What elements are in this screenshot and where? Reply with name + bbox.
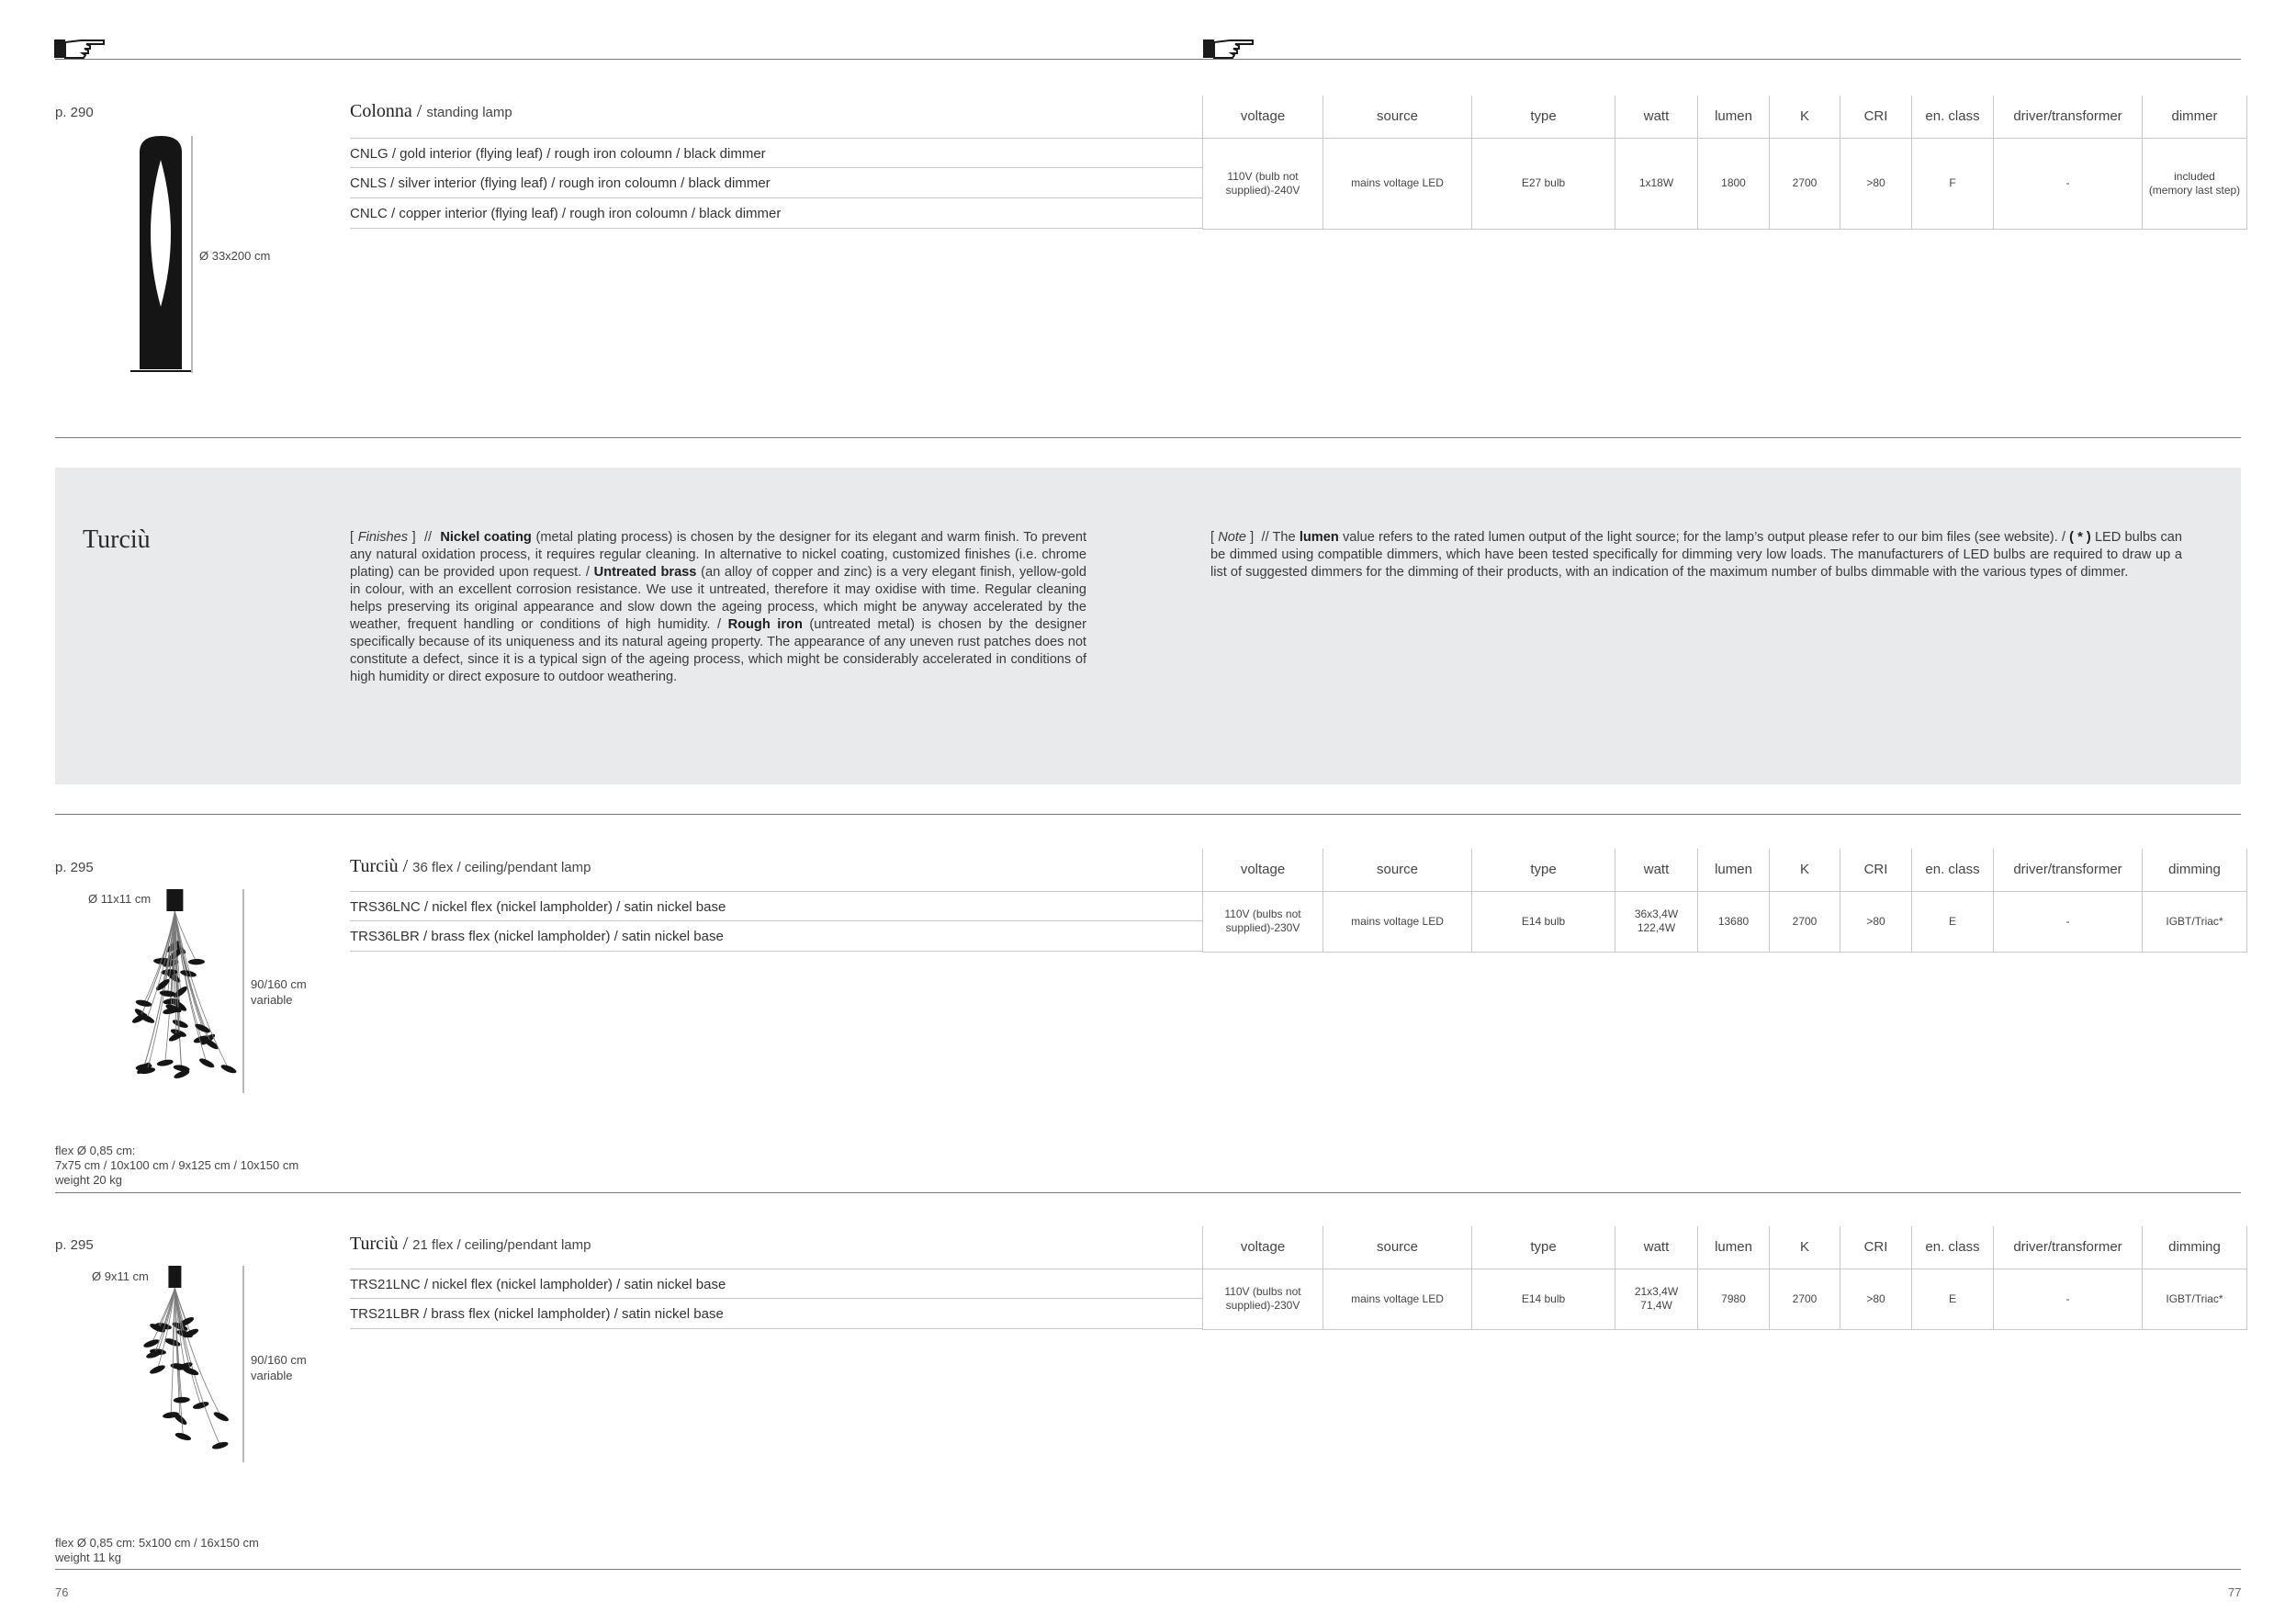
driver-cell: - <box>1994 138 2143 229</box>
table-header-row <box>1203 96 2247 138</box>
page-reference: p. 295 <box>55 860 94 875</box>
type-cell: E27 bulb <box>1472 138 1615 229</box>
voltage-cell: 110V (bulbs not supplied)-230V <box>1203 891 1323 952</box>
type-cell: E14 bulb <box>1472 891 1615 952</box>
footer-rule <box>55 1569 2241 1570</box>
column-header: type <box>1472 96 1615 138</box>
list-item: CNLC / copper interior (flying leaf) / rough iron coloumn / black dimmer <box>350 198 1202 229</box>
column-header: dimming <box>2143 849 2247 891</box>
product-title: Turciù / 36 flex / ceiling/pendant lamp <box>350 856 591 876</box>
bulb <box>211 1440 229 1450</box>
source-cell: mains voltage LED <box>1323 138 1472 229</box>
page-number-left: 76 <box>55 1585 69 1599</box>
voltage-cell: 110V (bulbs not supplied)-230V <box>1203 1269 1323 1329</box>
list-item: TRS21LBR / brass flex (nickel lampholder) / satin nickel base <box>350 1299 1202 1329</box>
column-header: watt <box>1615 849 1698 891</box>
product-name: Turciù <box>350 856 399 876</box>
dimension-label: 90/160 cm variable <box>251 1353 307 1382</box>
dimension-label: Ø 11x11 cm <box>88 892 152 906</box>
height-dimension-line <box>240 1266 247 1462</box>
variant-list <box>350 138 1202 229</box>
bulb <box>142 1338 160 1349</box>
kelvin-cell: 2700 <box>1770 891 1840 952</box>
column-header: lumen <box>1698 96 1770 138</box>
bulb <box>198 1056 216 1069</box>
column-header: dimming <box>2143 1226 2247 1269</box>
column-header: driver/transformer <box>1994 849 2143 891</box>
page-reference: p. 290 <box>55 105 94 120</box>
dimension-label: Ø 33x200 cm <box>199 249 271 263</box>
bulb <box>212 1410 230 1423</box>
watt-cell: 36x3,4W 122,4W <box>1615 891 1698 952</box>
bulb <box>173 985 189 999</box>
colonna-lamp-image <box>129 132 193 375</box>
kelvin-cell: 2700 <box>1770 1269 1840 1329</box>
flex-cable <box>171 1288 174 1415</box>
column-header: driver/transformer <box>1994 1226 2143 1269</box>
table-header-row <box>1203 849 2247 891</box>
finishes-paragraph: [ Finishes ] // Nickel coating (metal plating process) is chosen by the designer for its elegant and warm finish. To prevent any natural oxidation process, it requires regular cleaning. In alternative to nickel coating, customized finishes (i.e. chrome plating) can be provided upon request. / Untreated brass (an alloy of copper and zinc) is a very elegant finish, yellow-gold in colour, with an excellent corrosion resistance. We use it untreated, therefore it may oxidise with time. Regular cleaning helps preserving its original appearance and slow down the ageing process, which might be anyway accelerated by the weather, frequent handling or conditions of high humidity. / Rough iron (untreated metal) is chosen by the designer specifically because of its uniqueness and its natural ageing property. The appearance of any uneven rust patches does not constitute a defect, since it is a typical sign of the ageing process, which might be considerably accelerated in conditions of high humidity or direct exposure to outdoor weathering. <box>350 530 1087 684</box>
voltage-cell: 110V (bulb not supplied)-240V <box>1203 138 1323 229</box>
column-header: en. class <box>1912 96 1994 138</box>
variant-list <box>350 1269 1202 1329</box>
lamp-base <box>166 889 183 911</box>
column-header: source <box>1323 849 1472 891</box>
table-header-row <box>1203 1226 2247 1269</box>
flex-note: flex Ø 0,85 cm: 7x75 cm / 10x100 cm / 9x125 cm / 10x150 cm weight 20 kg <box>55 1144 299 1187</box>
variant-list <box>350 891 1202 952</box>
column-header: watt <box>1615 96 1698 138</box>
product-subtitle: 36 flex / ceiling/pendant lamp <box>412 860 591 875</box>
column-header: type <box>1472 849 1615 891</box>
bulb <box>219 1063 237 1075</box>
source-cell: mains voltage LED <box>1323 891 1472 952</box>
driver-cell: - <box>1994 891 2143 952</box>
bulb <box>188 959 205 965</box>
column-header: en. class <box>1912 849 1994 891</box>
kelvin-cell: 2700 <box>1770 138 1840 229</box>
bulb <box>135 998 152 1008</box>
dimming-cell: IGBT/Triac* <box>2143 891 2247 952</box>
cri-cell: >80 <box>1840 138 1912 229</box>
height-dimension-line <box>240 889 247 1093</box>
product-title: Turciù / 21 flex / ceiling/pendant lamp <box>350 1234 591 1254</box>
page-number-right: 77 <box>2228 1585 2242 1599</box>
energy-class-cell: F <box>1912 138 1994 229</box>
bulb <box>192 1401 209 1411</box>
product-name: Colonna <box>350 101 412 121</box>
column-header: voltage <box>1203 849 1323 891</box>
page-reference: p. 295 <box>55 1237 94 1253</box>
lumen-cell: 1800 <box>1698 138 1770 229</box>
table-row <box>1203 138 2247 229</box>
pointing-hand-icon <box>1202 35 1255 59</box>
height-dimension-line <box>188 136 196 373</box>
column-header: K <box>1770 96 1840 138</box>
column-header: dimmer <box>2143 96 2247 138</box>
watt-cell: 1x18W <box>1615 138 1698 229</box>
lumen-cell: 7980 <box>1698 1269 1770 1329</box>
spec-table <box>1202 96 2247 230</box>
column-header: K <box>1770 849 1840 891</box>
product-name: Turciù <box>350 1234 399 1254</box>
dimension-label: 90/160 cm variable <box>251 977 307 1007</box>
bulb <box>149 1363 166 1375</box>
list-item: TRS36LNC / nickel flex (nickel lampholder) / satin nickel base <box>350 891 1202 921</box>
list-item: TRS36LBR / brass flex (nickel lampholder) / satin nickel base <box>350 921 1202 952</box>
column-header: CRI <box>1840 96 1912 138</box>
column-header: K <box>1770 1226 1840 1269</box>
column-header: source <box>1323 96 1472 138</box>
cri-cell: >80 <box>1840 1269 1912 1329</box>
watt-cell: 21x3,4W 71,4W <box>1615 1269 1698 1329</box>
column-header: en. class <box>1912 1226 1994 1269</box>
column-header: lumen <box>1698 1226 1770 1269</box>
pointing-hand-icon <box>53 35 107 59</box>
driver-cell: - <box>1994 1269 2143 1329</box>
column-header: lumen <box>1698 849 1770 891</box>
note-paragraph: [ Note ] // The lumen value refers to the rated lumen output of the light source; for the lamp’s output please refer to our bim files (see website). / ( * ) LED bulbs can be dimmed using compatible dimmers, which have been tested specifically for dimming very low loads. The manufacturers of LED bulbs are required to draw up a list of suggested dimmers for the dimming of their products, with an indication of the maximum number of bulbs dimmable with the various types of dimmer. <box>1210 530 2183 580</box>
product-subtitle: 21 flex / ceiling/pendant lamp <box>412 1237 591 1253</box>
column-header: type <box>1472 1226 1615 1269</box>
list-item: CNLS / silver interior (flying leaf) / rough iron coloumn / black dimmer <box>350 168 1202 198</box>
cri-cell: >80 <box>1840 891 1912 952</box>
section-divider <box>55 1192 2241 1193</box>
source-cell: mains voltage LED <box>1323 1269 1472 1329</box>
lamp-base <box>168 1266 181 1288</box>
column-header: source <box>1323 1226 1472 1269</box>
column-header: driver/transformer <box>1994 96 2143 138</box>
section-title: Turciù <box>83 525 151 554</box>
turciu-36-lamp-image <box>110 889 257 1093</box>
turciu-21-lamp-image <box>110 1266 257 1462</box>
product-title: Colonna / standing lamp <box>350 101 512 121</box>
header-rule <box>55 59 2241 60</box>
dimension-label: Ø 9x11 cm <box>92 1269 149 1283</box>
energy-class-cell: E <box>1912 1269 1994 1329</box>
section-divider <box>55 814 2241 815</box>
list-item: CNLG / gold interior (flying leaf) / rough iron coloumn / black dimmer <box>350 138 1202 168</box>
flex-note: flex Ø 0,85 cm: 5x100 cm / 16x150 cm weight 11 kg <box>55 1536 259 1564</box>
type-cell: E14 bulb <box>1472 1269 1615 1329</box>
spec-table <box>1202 1226 2247 1330</box>
bulb <box>174 1396 190 1403</box>
section-divider <box>55 437 2241 438</box>
column-header: voltage <box>1203 96 1323 138</box>
table-row <box>1203 1269 2247 1329</box>
dimmer-cell: included (memory last step) <box>2143 138 2247 229</box>
column-header: CRI <box>1840 1226 1912 1269</box>
column-header: voltage <box>1203 1226 1323 1269</box>
table-row <box>1203 891 2247 952</box>
column-header: watt <box>1615 1226 1698 1269</box>
list-item: TRS21LNC / nickel flex (nickel lampholder) / satin nickel base <box>350 1269 1202 1299</box>
product-subtitle: standing lamp <box>426 105 512 120</box>
lumen-cell: 13680 <box>1698 891 1770 952</box>
column-header: CRI <box>1840 849 1912 891</box>
energy-class-cell: E <box>1912 891 1994 952</box>
spec-table <box>1202 849 2247 953</box>
dimming-cell: IGBT/Triac* <box>2143 1269 2247 1329</box>
